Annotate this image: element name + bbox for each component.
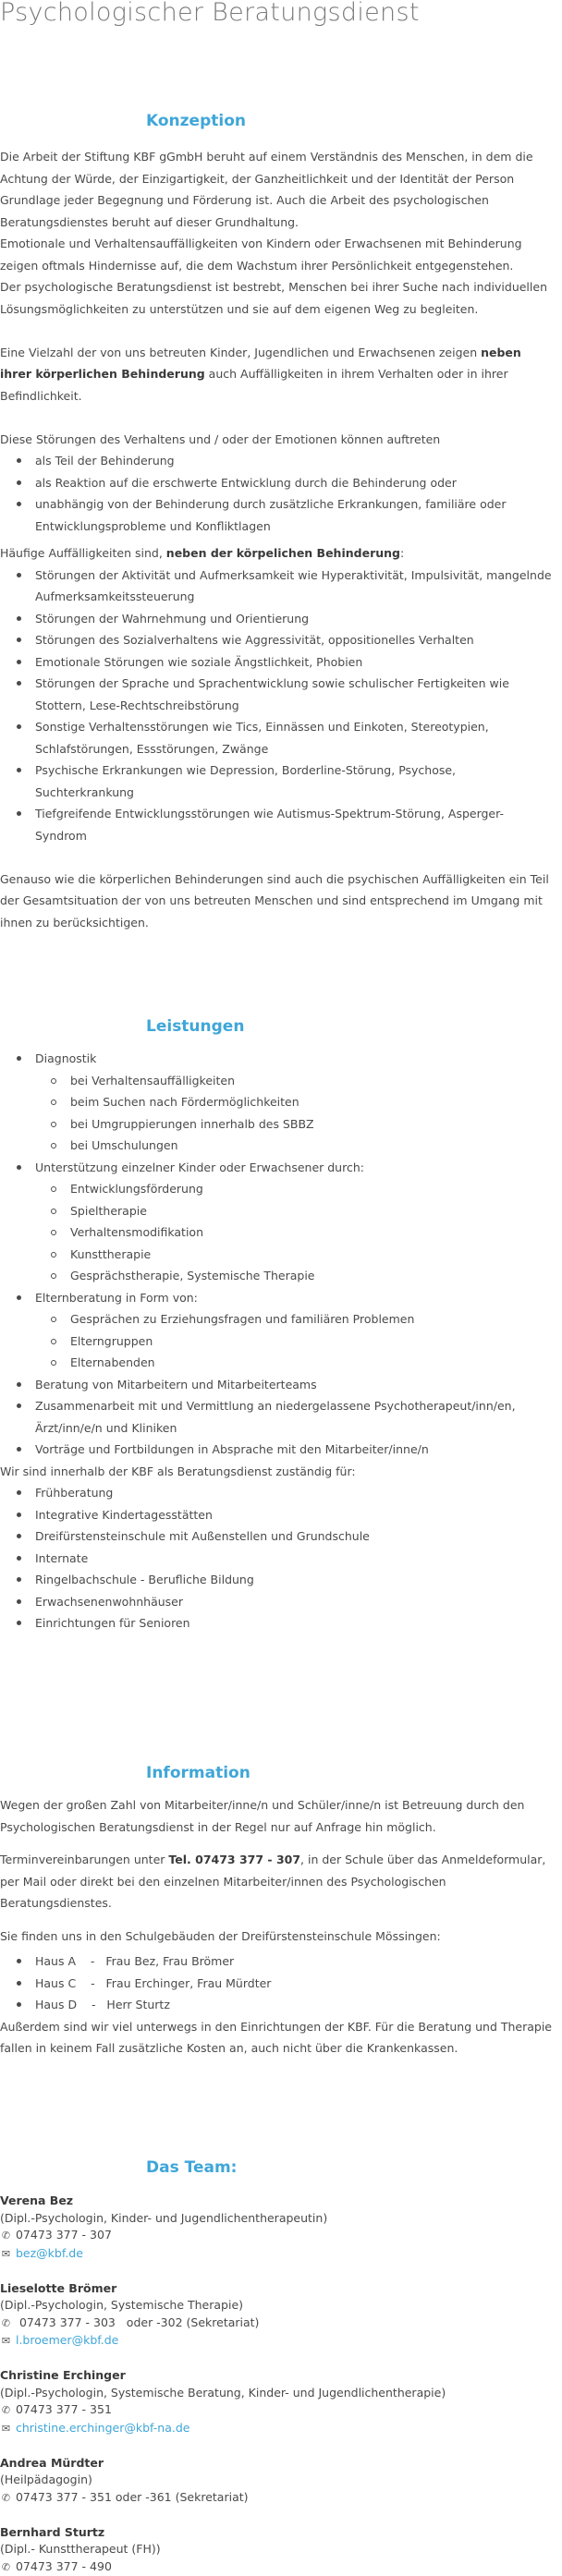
member-email-link[interactable]: l.broemer@kbf.de (16, 2333, 118, 2347)
konzeption-paragraph-5: Genauso wie die körperlichen Behinderungen sind auch die psychischen Auffälligkeiten ein Teil der Gesamtsituation der von uns betreuten Menschen und sind entsprechend im Umgang mit ihnen zu berücksichtigen. (0, 869, 555, 934)
list-item: Einrichtungen für Senioren (35, 1612, 555, 1634)
list-item: Spieltherapie (70, 1200, 555, 1222)
page-title: Psychologischer Beratungsdienst (0, 0, 562, 74)
list-item: Entwicklungsförderung (70, 1178, 555, 1200)
list-item: Sonstige Verhaltensstörungen wie Tics, Einnässen und Einkoten, Stereotypien, Schlafstörungen, Essstörungen, Zwänge (35, 716, 555, 759)
list-item: Gesprächen zu Erziehungsfragen und familiären Problemen (70, 1308, 555, 1331)
member-email (0, 2332, 555, 2351)
member-role: (Dipl.-Psychologin, Systemische Beratung, Kinder- und Jugendlichentherapie) (0, 2385, 555, 2402)
list-item: Psychische Erkrankungen wie Depression, Borderline-Störung, Psychose, Suchterkrankung (35, 759, 555, 803)
list-item: Verhaltensmodifikation (70, 1221, 555, 1244)
konzeption-section (0, 109, 555, 933)
team-heading: Das Team: (0, 2156, 555, 2180)
team-section (0, 2156, 555, 2576)
list-item: bei Verhaltensauffälligkeiten (70, 1070, 555, 1092)
member-role: (Dipl.-Psychologin, Kinder- und Jugendlichentherapeutin) (0, 2210, 555, 2228)
member-email-link[interactable]: bez@kbf.de (16, 2246, 83, 2260)
list-item: Kunsttherapie (70, 1244, 555, 1266)
list-item: als Reaktion auf die erschwerte Entwicklung durch die Behinderung oder (35, 472, 555, 494)
konzeption-heading: Konzeption (0, 109, 555, 133)
list-item: Störungen der Wahrnehmung und Orientierung (35, 608, 555, 630)
information-section (0, 1761, 555, 2060)
zustaendig-list (0, 1482, 555, 1634)
member-phone: ✆ 07473 377 - 303 oder -302 (Sekretariat) (0, 2315, 555, 2333)
envelope-icon: ✉ (0, 2246, 12, 2264)
member-role: (Heilpädagogin) (0, 2472, 555, 2489)
member-role: (Dipl.-Psychologin, Systemische Therapie) (0, 2297, 555, 2315)
konzeption-paragraph-2: Eine Vielzahl der von uns betreuten Kinder, Jugendlichen und Erwachsenen zeigen neben ihrer körperlichen Behinderung auch Auffälligkeiten in ihrem Verhalten oder in ihrer Befindlichkeit. (0, 342, 555, 407)
list-item: Beratung von Mitarbeitern und Mitarbeiterteams (35, 1374, 555, 1396)
list-item: Emotionale Störungen wie soziale Ängstlichkeit, Phobien (35, 651, 555, 674)
member-name: Christine Erchinger (0, 2367, 555, 2385)
member-phone: ✆ 07473 377 - 351 (0, 2401, 555, 2420)
team-member (0, 2524, 555, 2576)
list-item: Haus A - Frau Bez, Frau Brömer (35, 1950, 555, 1973)
member-phone: ✆ 07473 377 - 490 (0, 2558, 555, 2576)
envelope-icon: ✉ (0, 2333, 12, 2351)
list-item: Unterstützung einzelner Kinder oder Erwachsener durch: Entwicklungsförderung Spieltherapie Verhaltensmodifikation Kunsttherapie Gesprächstherapie, Systemische Therapie (35, 1157, 555, 1287)
member-name: Andrea Mürdter (0, 2455, 555, 2473)
list-item: Diagnostik bei Verhaltensauffälligkeiten beim Suchen nach Fördermöglichkeiten bei Umgruppierungen innerhalb des SBBZ bei Umschulungen (35, 1048, 555, 1157)
information-paragraph-1: Wegen der großen Zahl von Mitarbeiter/inne/n und Schüler/inne/n ist Betreuung durch den Psychologischen Beratungsdienst in der Regel nur auf Anfrage hin möglich. (0, 1794, 555, 1838)
list-item: Haus C - Frau Erchinger, Frau Mürdter (35, 1973, 555, 1995)
list-item: Integrative Kindertagesstätten (35, 1504, 555, 1526)
list-item: Störungen der Aktivität und Aufmerksamkeit wie Hyperaktivität, Impulsivität, mangelnde Aufmerksamkeitssteuerung (35, 565, 555, 608)
phone-icon: ✆ (0, 2559, 12, 2576)
member-name: Bernhard Sturtz (0, 2524, 555, 2542)
list-item: Haus D - Herr Sturtz (35, 1994, 555, 2016)
member-email (0, 2420, 555, 2438)
envelope-icon: ✉ (0, 2421, 12, 2438)
member-email-link[interactable]: christine.erchinger@kbf-na.de (16, 2421, 189, 2435)
diagnostik-sublist (35, 1070, 555, 1157)
list-item: bei Umschulungen (70, 1135, 555, 1157)
list-item: Frühberatung (35, 1482, 555, 1504)
list-item: beim Suchen nach Fördermöglichkeiten (70, 1091, 555, 1113)
leistungen-list (0, 1048, 555, 1461)
list-item: Störungen der Sprache und Sprachentwicklung sowie schulischer Fertigkeiten wie Stottern, Lese-Rechtschreibstörung (35, 673, 555, 716)
member-phone: ✆ 07473 377 - 307 (0, 2227, 555, 2245)
list-item: Ringelbachschule - Berufliche Bildung (35, 1569, 555, 1591)
list-item: Internate (35, 1548, 555, 1570)
konzeption-paragraph-1c: Der psychologische Beratungsdienst ist bestrebt, Menschen bei ihrer Suche nach individuellen Lösungsmöglichkeiten zu unterstützen und sie auf dem eigenen Weg zu begleiten. (0, 276, 555, 320)
member-name: Lieselotte Brömer (0, 2280, 555, 2298)
phone-icon: ✆ (0, 2228, 12, 2245)
konzeption-list-1 (0, 450, 555, 537)
information-paragraph-4: Außerdem sind wir viel unterwegs in den Einrichtungen der KBF. Für die Beratung und Therapie fallen in keinem Fall zusätzliche Kosten an, auch nicht über die Krankenkassen. (0, 2016, 555, 2060)
team-member (0, 2455, 555, 2508)
list-item: als Teil der Behinderung (35, 450, 555, 472)
konzeption-list-2 (0, 565, 555, 847)
unterstuetzung-sublist (35, 1178, 555, 1287)
konzeption-paragraph-3: Diese Störungen des Verhaltens und / oder der Emotionen können auftreten (0, 429, 555, 451)
member-name: Verena Bez (0, 2193, 555, 2210)
leistungen-section (0, 1015, 555, 1634)
konzeption-paragraph-1b: Emotionale und Verhaltensauffälligkeiten von Kindern oder Erwachsenen mit Behinderung zeigen oftmals Hindernisse auf, die dem Wachstum ihrer Persönlichkeit entgegenstehen. (0, 233, 555, 276)
information-paragraph-2: Terminvereinbarungen unter Tel. 07473 377 - 307, in der Schule über das Anmeldeformular, per Mail oder direkt bei den einzelnen Mitarbeiter/innen des Psychologischen Beratungsdienstes. (0, 1849, 555, 1914)
team-member (0, 2193, 555, 2263)
list-item: Zusammenarbeit mit und Vermittlung an niedergelassene Psychotherapeut/inn/en, Ärzt/inn/e/n und Kliniken (35, 1395, 555, 1439)
houses-list (0, 1950, 555, 2016)
list-item: Erwachsenenwohnhäuser (35, 1591, 555, 1613)
member-phone: ✆ 07473 377 - 351 oder -361 (Sekretariat) (0, 2489, 555, 2508)
list-item: unabhängig von der Behinderung durch zusätzliche Erkrankungen, familiäre oder Entwicklungsprobleme und Konfliktlagen (35, 493, 555, 537)
list-item: Tiefgreifende Entwicklungsstörungen wie Autismus-Spektrum-Störung, Asperger-Syndrom (35, 803, 555, 846)
list-item: bei Umgruppierungen innerhalb des SBBZ (70, 1113, 555, 1136)
list-item: Vorträge und Fortbildungen in Absprache mit den Mitarbeiter/inne/n (35, 1439, 555, 1461)
team-member (0, 2280, 555, 2351)
leistungen-heading: Leistungen (0, 1015, 555, 1039)
leistungen-zustaendig: Wir sind innerhalb der KBF als Beratungsdienst zuständig für: (0, 1461, 555, 1483)
konzeption-paragraph-1a: Die Arbeit der Stiftung KBF gGmbH beruht auf einem Verständnis des Menschen, in dem die Achtung der Würde, der Einzigartigkeit, der Ganzheitlichkeit und der Identität der Person Grundlage jeder Begegnung und Förderung ist. Auch die Arbeit des psychologischen Beratungsdienstes beruht auf dieser Grundhaltung. (0, 146, 555, 233)
elternberatung-sublist (35, 1308, 555, 1374)
list-item: Dreifürstensteinschule mit Außenstellen und Grundschule (35, 1525, 555, 1548)
konzeption-paragraph-4: Häufige Auffälligkeiten sind, neben der körpelichen Behinderung: (0, 542, 555, 565)
page (0, 0, 562, 74)
phone-icon: ✆ (0, 2402, 12, 2420)
list-item: Gesprächstherapie, Systemische Therapie (70, 1265, 555, 1287)
information-paragraph-3: Sie finden uns in den Schulgebäuden der Dreifürstensteinschule Mössingen: (0, 1926, 555, 1948)
phone-icon: ✆ (0, 2490, 12, 2508)
list-item: Elternabenden (70, 1352, 555, 1374)
list-item: Elternberatung in Form von: Gesprächen zu Erziehungsfragen und familiären Problemen Elterngruppen Elternabenden (35, 1287, 555, 1374)
team-member (0, 2367, 555, 2437)
member-email (0, 2245, 555, 2264)
information-heading: Information (0, 1761, 555, 1785)
list-item: Störungen des Sozialverhaltens wie Aggressivität, oppositionelles Verhalten (35, 629, 555, 651)
phone-icon: ✆ (0, 2315, 12, 2333)
list-item: Elterngruppen (70, 1331, 555, 1353)
member-role: (Dipl.- Kunsttherapeut (FH)) (0, 2541, 555, 2558)
